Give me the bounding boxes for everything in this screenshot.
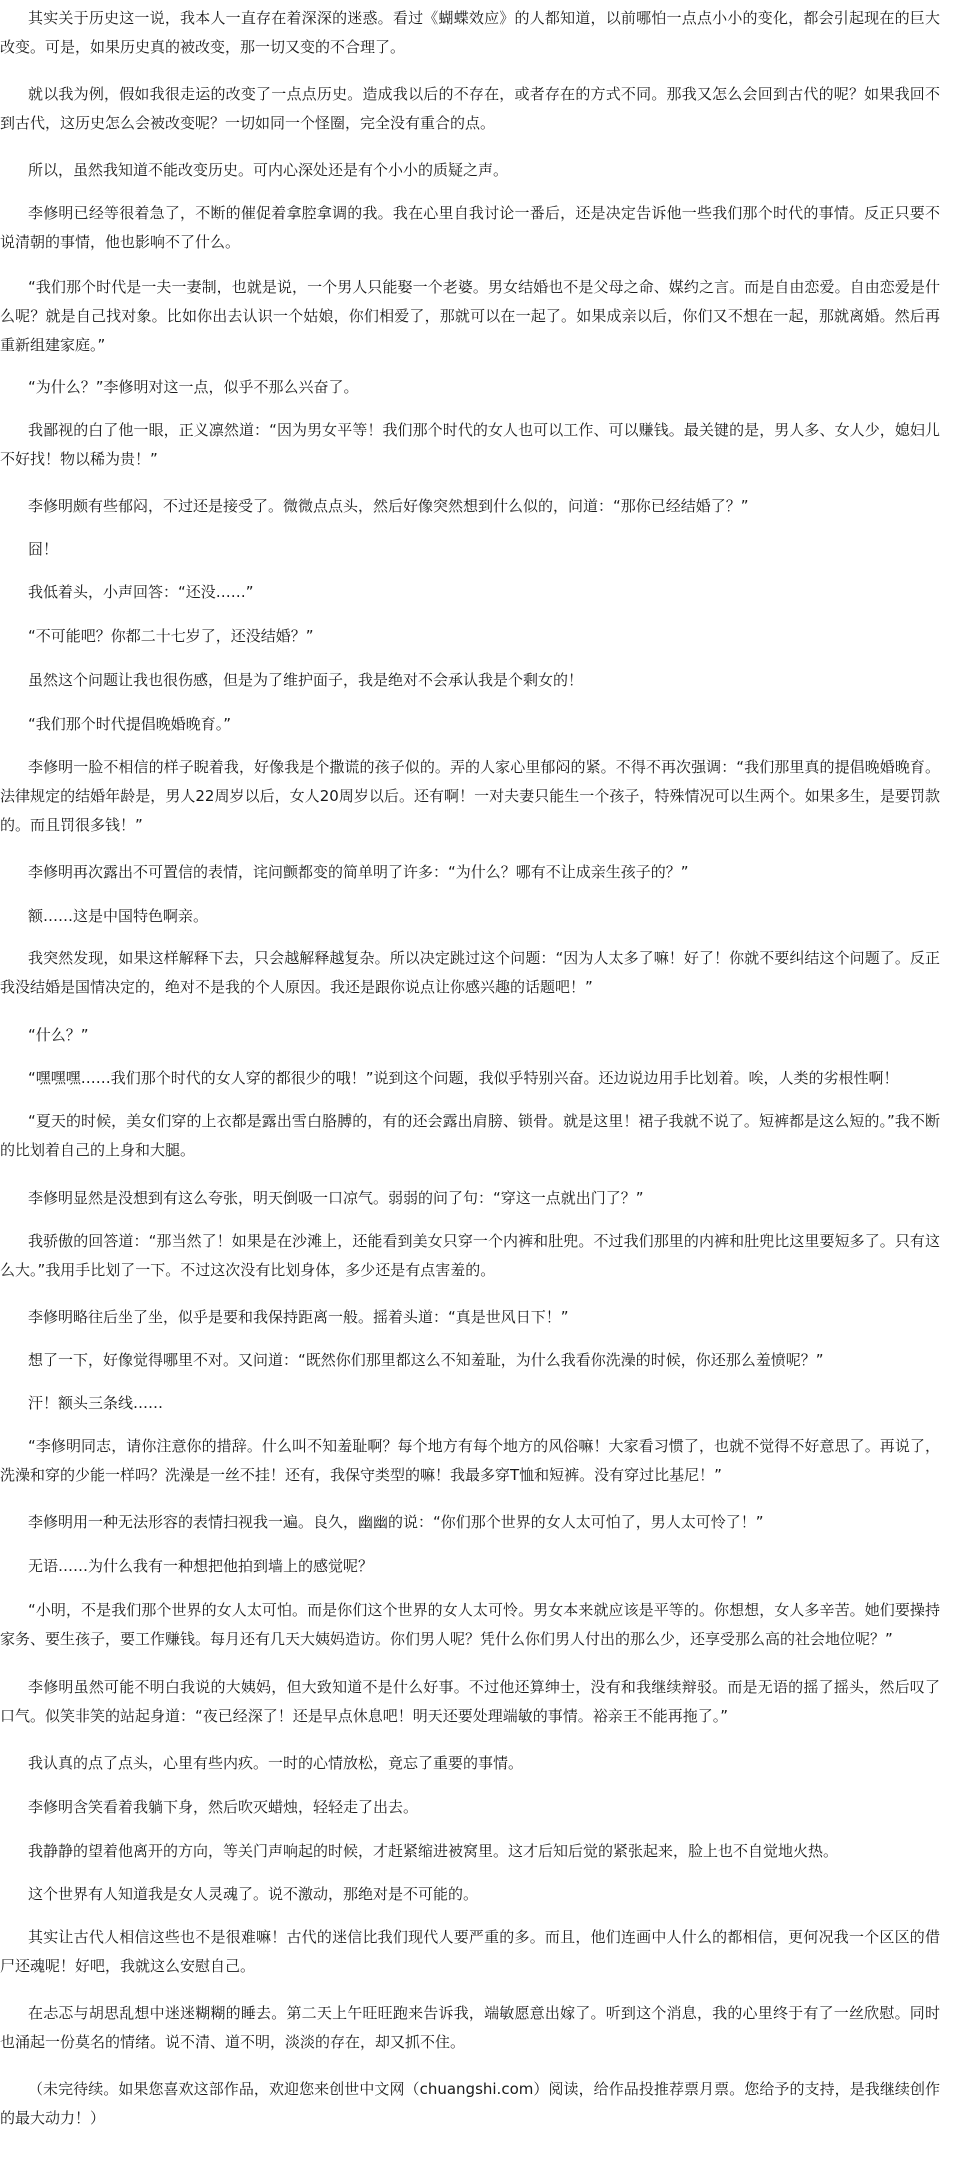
paragraph: 李修明用一种无法形容的表情扫视我一遍。良久，幽幽的说：“你们那个世界的女人太可怕了，男人太可怜了！”: [28, 1513, 764, 1531]
paragraph: 囧！: [28, 540, 59, 558]
paragraph: 想了一下，好像觉得哪里不对。又问道：“既然你们那里都这么不知羞耻，为什么我看你洗澡的时候，你还那么羞愤呢？”: [28, 1351, 824, 1369]
paragraph: “李修明同志，请你注意你的措辞。什么叫不知羞耻啊？每个地方有每个地方的风俗嘛！大家看习惯了，也就不觉得不好意思了。再说了，洗澡和穿的少能一样吗？洗澡是一丝不挂！还有，我保守类型的嘛！我最多穿T恤和短裤。没有穿过比基尼！”: [0, 1437, 940, 1484]
paragraph: 额……这是中国特色啊亲。: [28, 907, 209, 925]
paragraph: “嘿嘿嘿……我们那个时代的女人穿的都很少的哦！”说到这个问题，我似乎特别兴奋。还边说边用手比划着。唉，人类的劣根性啊！: [28, 1069, 899, 1087]
paragraph: 在忐忑与胡思乱想中迷迷糊糊的睡去。第二天上午旺旺跑来告诉我，端敏愿意出嫁了。听到这个消息，我的心里终于有了一丝欣慰。同时也涌起一份莫名的情绪。说不清、道不明，淡淡的存在，却又抓不住。: [0, 2004, 940, 2051]
paragraph: 我骄傲的回答道：“那当然了！如果是在沙滩上，还能看到美女只穿一个内裤和肚兜。不过我们那里的内裤和肚兜比这里要短多了。只有这么大。”我用手比划了一下。不过这次没有比划身体，多少还是有点害羞的。: [0, 1232, 940, 1279]
paragraph: 李修明已经等很着急了，不断的催促着拿腔拿调的我。我在心里自我讨论一番后，还是决定告诉他一些我们那个时代的事情。反正只要不说清朝的事情，他也影响不了什么。: [0, 204, 940, 251]
paragraph: “我们那个时代提倡晚婚晚育。”: [28, 715, 232, 733]
paragraph: 虽然这个问题让我也很伤感，但是为了维护面子，我是绝对不会承认我是个剩女的！: [28, 671, 584, 689]
paragraph: “为什么？”李修明对这一点，似乎不那么兴奋了。: [28, 378, 359, 396]
paragraph: 其实让古代人相信这些也不是很难嘛！古代的迷信比我们现代人要严重的多。而且，他们连画中人什么的都相信，更何况我一个区区的借尸还魂呢！好吧，我就这么安慰自己。: [0, 1928, 940, 1975]
paragraph: 我认真的点了点头，心里有些内疚。一时的心情放松，竟忘了重要的事情。: [28, 1754, 524, 1772]
paragraph: 我鄙视的白了他一眼，正义凛然道：“因为男女平等！我们那个时代的女人也可以工作、可以赚钱。最关键的是，男人多、女人少，媳妇儿不好找！物以稀为贵！”: [0, 421, 940, 468]
paragraph: 其实关于历史这一说，我本人一直存在着深深的迷惑。看过《蝴蝶效应》的人都知道，以前哪怕一点点小小的变化，都会引起现在的巨大改变。可是，如果历史真的被改变，那一切又变的不合理了。: [0, 9, 940, 56]
paragraph: 这个世界有人知道我是女人灵魂了。说不激动，那绝对是不可能的。: [28, 1885, 479, 1903]
paragraph: 李修明含笑看着我躺下身，然后吹灭蜡烛，轻轻走了出去。: [28, 1798, 419, 1816]
paragraph: “不可能吧？你都二十七岁了，还没结婚？”: [28, 627, 314, 645]
paragraph: “夏天的时候，美女们穿的上衣都是露出雪白胳膊的，有的还会露出肩膀、锁骨。就是这里！裙子我就不说了。短裤都是这么短的。”我不断的比划着自己的上身和大腿。: [0, 1112, 940, 1159]
paragraph: “什么？”: [28, 1026, 89, 1044]
paragraph: “我们那个时代是一夫一妻制，也就是说，一个男人只能娶一个老婆。男女结婚也不是父母之命、媒约之言。而是自由恋爱。自由恋爱是什么呢？就是自己找对象。比如你出去认识一个姑娘，你们相爱了，那就可以在一起了。如果成亲以后，你们又不想在一起，那就离婚。然后再重新组建家庭。”: [0, 278, 940, 354]
paragraph: 汗！额头三条线……: [28, 1394, 164, 1412]
paragraph: “小明，不是我们那个世界的女人太可怕。而是你们这个世界的女人太可怜。男女本来就应该是平等的。你想想，女人多辛苦。她们要操持家务、要生孩子，要工作赚钱。每月还有几天大姨妈造访。你们男人呢？凭什么你们男人付出的那么少，还享受那么高的社会地位呢？”: [0, 1601, 940, 1648]
paragraph: 李修明再次露出不可置信的表情，诧问颤都变的简单明了许多：“为什么？哪有不让成亲生孩子的？”: [28, 863, 689, 881]
paragraph: 无语……为什么我有一种想把他拍到墙上的感觉呢？: [28, 1557, 374, 1575]
paragraph: 李修明颇有些郁闷，不过还是接受了。微微点点头，然后好像突然想到什么似的，问道：“那你已经结婚了？”: [28, 497, 749, 515]
paragraph: 李修明略往后坐了坐，似乎是要和我保持距离一般。摇着头道：“真是世风日下！”: [28, 1308, 569, 1326]
paragraph: 李修明显然是没想到有这么夸张，明天倒吸一口凉气。弱弱的问了句：“穿这一点就出门了？”: [28, 1189, 644, 1207]
paragraph: 李修明虽然可能不明白我说的大姨妈，但大致知道不是什么好事。不过他还算绅士，没有和我继续辩驳。而是无语的摇了摇头，然后叹了口气。似笑非笑的站起身道：“夜已经深了！还是早点休息吧！明天还要处理端敏的事情。裕亲王不能再拖了。”: [0, 1678, 940, 1725]
paragraph: 所以，虽然我知道不能改变历史。可内心深处还是有个小小的质疑之声。: [28, 161, 509, 179]
paragraph: 我突然发现，如果这样解释下去，只会越解释越复杂。所以决定跳过这个问题：“因为人太多了嘛！好了！你就不要纠结这个问题了。反正我没结婚是国情决定的，绝对不是我的个人原因。我还是跟你说点让你感兴趣的话题吧！”: [0, 949, 940, 996]
paragraph: 我低着头，小声回答：“还没……”: [28, 583, 254, 601]
paragraph: 就以我为例，假如我很走运的改变了一点点历史。造成我以后的不存在，或者存在的方式不同。那我又怎么会回到古代的呢？如果我回不到古代，这历史怎么会被改变呢？一切如同一个怪圈，完全没有重合的点。: [0, 85, 940, 132]
paragraph: 李修明一脸不相信的样子睨着我，好像我是个撒谎的孩子似的。弄的人家心里郁闷的紧。不得不再次强调：“我们那里真的提倡晚婚晚育。法律规定的结婚年龄是，男人22周岁以后，女人20周岁以后。还有啊！一对夫妻只能生一个孩子，特殊情况可以生两个。如果多生，是要罚款的。而且罚很多钱！”: [0, 758, 940, 834]
paragraph: 我静静的望着他离开的方向，等关门声响起的时候，才赶紧缩进被窝里。这才后知后觉的紧张起来，脸上也不自觉地火热。: [28, 1842, 839, 1860]
paragraph: （未完待续。如果您喜欢这部作品，欢迎您来创世中文网（chuangshi.com）阅读，给作品投推荐票月票。您给予的支持，是我继续创作的最大动力！）: [0, 2080, 940, 2127]
